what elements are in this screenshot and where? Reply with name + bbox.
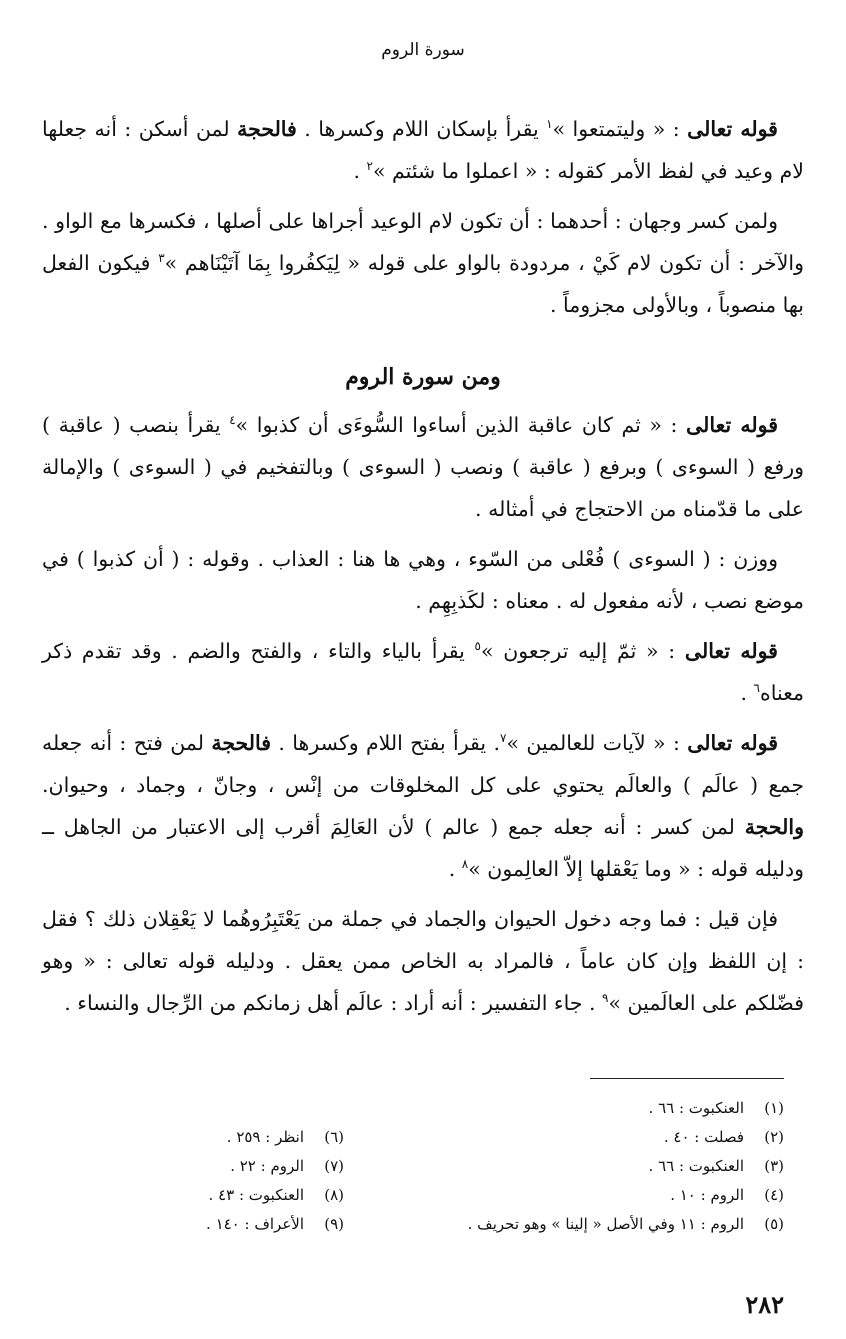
footnote-ref: ١ <box>546 117 553 132</box>
footnotes-column-right <box>424 1094 784 1239</box>
text-segment: فإن قيل : فما وجه دخول الحيوان والجماد في جملة من يَعْتَبِرُوهُما لا يَعْقِلان ذلك ؟ فقل : إن اللفظ وإن كان عاماً ، فالمراد به الخاص ممن يعقل . ودليله قوله تعالى : « وهو فضّلكم على العالَمين » <box>42 907 804 1015</box>
footnote-text: الروم : ١٠ . <box>670 1186 744 1204</box>
keyword: فالحجة <box>211 731 272 755</box>
footnote-number: (٤) <box>764 1186 784 1204</box>
keyword: قوله تعالى <box>684 639 778 663</box>
footnote-text: العنكبوت : ٦٦ . <box>648 1157 744 1175</box>
footnote-item <box>424 1181 784 1210</box>
footnote-text: انظر : ٢٥٩ . <box>226 1128 304 1146</box>
text-segment: لمن كسر : أنه جعله جمع ( عالم ) لأن العَالِمَ أقرب إلى الاعتبار من الجاهل ــ ودليله قوله : « وما يَعْقلها إلاّ العالِمون » <box>42 815 804 881</box>
text-segment: . <box>448 857 462 881</box>
text-segment: لمن فتح : أنه جعله جمع ( عالَم ) والعالَم يحتوي على كل المخلوقات من إنْس ، وجانّ ، وجماد ، وحيوان. <box>42 731 804 797</box>
text-segment: : « ثمّ إليه ترجعون » <box>480 639 685 663</box>
text-segment: : « ثم كان عاقبة الذين أساءوا السُّوءَى أن كذبوا » <box>235 413 686 437</box>
keyword: قوله تعالى <box>687 731 778 755</box>
footnote-text: العنكبوت : ٦٦ . <box>648 1099 744 1117</box>
footnote-item <box>424 1123 784 1152</box>
text-segment: . يقرأ بفتح اللام وكسرها . <box>271 731 500 755</box>
main-text <box>42 108 804 1032</box>
footnote-item <box>84 1181 344 1210</box>
footnote-ref: ٥ <box>474 639 481 654</box>
footnote-text: العنكبوت : ٤٣ . <box>208 1186 304 1204</box>
footnote-divider <box>590 1078 784 1079</box>
text-segment: لمن أسكن : أنه جعلها لام وعيد في لفظ الأمر كقوله : « اعملوا ما شئتم » <box>42 117 804 183</box>
footnote-item <box>84 1123 344 1152</box>
text-segment: . جاء التفسير : أنه أراد : عالَم أهل زمانكم من الرِّجال والنساء . <box>64 991 603 1015</box>
footnote-number: (٥) <box>764 1215 784 1233</box>
footnote-number: (٨) <box>324 1186 344 1204</box>
footnote-text: الروم : ٢٢ . <box>230 1157 304 1175</box>
footnote-ref: ٧ <box>500 731 507 746</box>
text-segment: : « لآيات للعالمين » <box>506 731 688 755</box>
footnote-item <box>424 1152 784 1181</box>
paragraph-1 <box>42 108 804 192</box>
footnote-item <box>424 1210 784 1239</box>
text-segment: : « وليتمتعوا » <box>552 117 688 141</box>
footnote-ref: ٣ <box>158 251 165 266</box>
footnote-number: (٩) <box>324 1215 344 1233</box>
footnote-item <box>424 1094 784 1123</box>
text-segment: ولمن كسر وجهان : أحدهما : أن تكون لام الوعيد أجراها على أصلها ، فكسرها مع الواو . والآخر : أن تكون لام كَيْ ، مردودة بالواو على قوله « لِيَكفُروا بِمَا آتَيْنَاهم » <box>42 209 805 275</box>
paragraph-3 <box>42 404 804 530</box>
footnote-text: الأعراف : ١٤٠ . <box>206 1215 304 1233</box>
text-segment: فيكون الفعل بها منصوباً ، وبالأولى مجزوماً . <box>42 251 804 317</box>
paragraph-5 <box>42 630 804 714</box>
text-segment: يقرأ بنصب ( عاقبة ) ورفع ( السوءى ) وبرفع ( عاقبة ) ونصب ( السوءى ) وبالتفخيم في ( السوءى ) والإمالة على ما قدّمناه من الاحتجاج في أمثاله . <box>42 413 804 521</box>
footnotes-column-left <box>84 1094 344 1239</box>
paragraph-7 <box>42 898 804 1024</box>
paragraph-2 <box>42 200 804 326</box>
keyword: قوله تعالى <box>686 413 778 437</box>
footnote-ref: ٦ <box>753 681 760 696</box>
footnote-text: فصلت : ٤٠ . <box>663 1128 744 1146</box>
section-heading: ومن سورة الروم <box>345 364 501 390</box>
keyword: والحجة <box>744 815 804 839</box>
text-segment: ووزن : ( السوءى ) فُعْلى من السّوء ، وهي ها هنا : العذاب . وقوله : ( أن كذبوا ) في موضع نصب ، لأنه مفعول له . معناه : لكَذبِهِم . <box>42 547 804 613</box>
text-segment: يقرأ بالياء والتاء ، والفتح والضم . وقد تقدم ذكر معناه <box>42 639 804 705</box>
footnote-number: (١) <box>764 1099 784 1117</box>
paragraph-4 <box>42 538 804 622</box>
footnote-text: الروم : ١١ وفي الأصل « إلينا » وهو تحريف . <box>467 1215 744 1233</box>
text-segment: . <box>740 681 754 705</box>
keyword: فالحجة <box>237 117 297 141</box>
text-segment: يقرأ بإسكان اللام وكسرها . <box>296 117 547 141</box>
footnote-ref: ٨ <box>461 857 469 872</box>
paragraph-6 <box>42 722 804 890</box>
footnote-number: (٣) <box>764 1157 784 1175</box>
footnote-number: (٢) <box>764 1128 784 1146</box>
footnote-number: (٦) <box>324 1128 344 1146</box>
page-number: ٢٨٢ <box>745 1290 784 1319</box>
footnote-item <box>84 1210 344 1239</box>
text-segment: . <box>353 159 367 183</box>
keyword: قوله تعالى <box>687 117 778 141</box>
footnote-ref: ٢ <box>366 159 373 174</box>
footnote-item <box>84 1152 344 1181</box>
footnote-ref: ٤ <box>229 413 236 428</box>
footnote-ref: ٩ <box>602 991 609 1006</box>
footnote-number: (٧) <box>324 1157 344 1175</box>
running-header: سورة الروم <box>381 40 465 60</box>
